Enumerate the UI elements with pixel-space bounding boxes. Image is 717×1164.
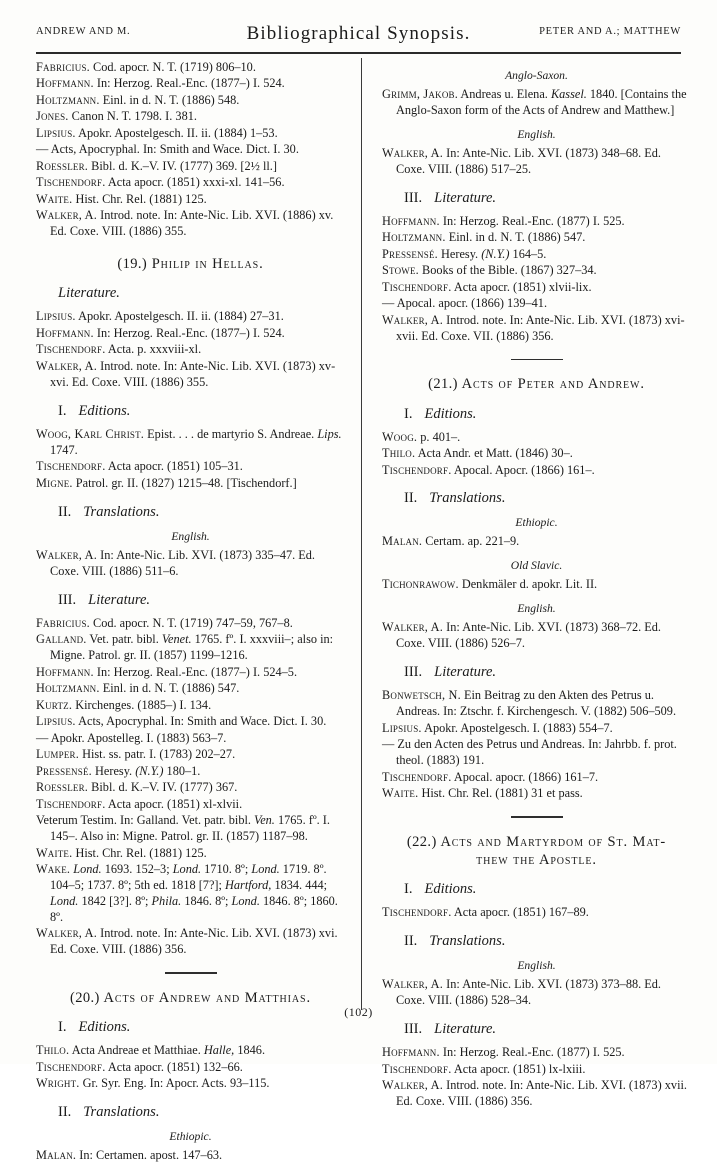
section-21-editions-list — [382, 430, 691, 479]
language-heading: English. — [171, 529, 210, 543]
section-20-name: Acts of Andrew and Matthias. — [103, 990, 311, 1007]
entry-author: Walker, A. — [382, 1078, 444, 1093]
bibliography-entry — [382, 296, 691, 312]
entry-text: Pressensé. Heresy. (N.Y.) 164–5. — [382, 246, 547, 261]
entry-author: Tischendorf. — [382, 769, 452, 784]
entry-author: Jones. — [36, 109, 69, 124]
section-22-title — [382, 833, 691, 869]
bibliography-entry — [382, 786, 691, 802]
bibliography-entry — [36, 309, 345, 325]
entry-text: Tischendorf. Acta apocr. (1851) 167–89. — [382, 905, 589, 920]
entry-italic: Halle, — [203, 1043, 235, 1058]
entry-italic: Phila. — [151, 894, 182, 909]
entry-text: Tischendorf. Acta apocr. (1851) 132–66. — [36, 1059, 243, 1074]
entry-author: Holtzmann. — [36, 92, 100, 107]
section-21-literature-list — [382, 688, 691, 802]
entry-text: Migne. Patrol. gr. II. (1827) 1215–48. [Tischendorf.] — [36, 475, 297, 490]
bibliography-entry — [382, 1078, 691, 1110]
section-19-translations-groups — [36, 530, 345, 580]
bibliography-entry — [382, 577, 691, 593]
entry-text: Stowe. Books of the Bible. (1867) 327–34. — [382, 263, 597, 278]
section-19-literature-list-b — [36, 616, 345, 959]
page-folio: (102) — [344, 1005, 373, 1019]
opening-entry-list — [36, 60, 345, 240]
entry-author: Woog, Karl Christ. — [36, 426, 145, 441]
entry-text: Walker, A. In: Ante-Nic. Lib. XVI. (1873) 348–68. Ed. Coxe. VIII. (1886) 517–25. — [382, 145, 661, 176]
entry-author: Pressensé. — [36, 763, 92, 778]
entry-author: Walker, A. — [36, 358, 98, 373]
entry-author: Holtzmann. — [36, 681, 100, 696]
entry-author: Pressensé. — [382, 246, 438, 261]
language-entry-list — [382, 620, 691, 652]
entry-author: Grimm, Jakob. — [382, 87, 458, 101]
entry-author: Roessler. — [36, 780, 89, 795]
section-22-number: (22.) — [406, 833, 437, 850]
section-22-literature-heading: III. Literature. — [404, 1021, 497, 1038]
bibliography-entry — [382, 770, 691, 786]
entry-italic: Lond. — [231, 894, 260, 909]
entry-text: Hoffmann. In: Herzog. Real.-Enc. (1877) I. 525. — [382, 213, 625, 228]
bibliography-entry — [36, 681, 345, 697]
bibliography-entry — [382, 280, 691, 296]
section-19-name: Philip in Hellas. — [151, 256, 264, 273]
bibliography-entry — [382, 87, 691, 119]
language-entry-list — [382, 87, 691, 119]
section-20-editions-list — [36, 1043, 345, 1092]
entry-text: Waite. Hist. Chr. Rel. (1881) 125. — [36, 845, 207, 860]
entry-text: Lipsius. Acts, Apocryphal. In: Smith and Wace. Dict. I. 30. — [36, 714, 327, 729]
entry-italic: (N.Y.) — [481, 246, 510, 261]
entry-author: Lipsius. — [36, 125, 76, 140]
running-head-left: ANDREW AND M. — [36, 26, 131, 37]
section-20-translations-heading: II. Translations. — [58, 1104, 160, 1121]
entry-text: Lumper. Hist. ss. patr. I. (1783) 202–27. — [36, 747, 236, 762]
section-20-literature-list — [382, 214, 691, 345]
entry-text: — Zu den Acten des Petrus und Andreas. In: Jahrbb. f. prot. theol. (1883) 191. — [382, 737, 677, 768]
section-20-literature-heading: III. Literature. — [404, 189, 497, 206]
entry-author: Kurtz. — [36, 697, 73, 712]
bibliography-entry — [36, 714, 345, 730]
section-19-literature-heading-b: III. Literature. — [58, 591, 151, 608]
entry-author: Fabricius. — [36, 60, 90, 74]
running-head — [36, 23, 681, 48]
entry-text: Walker, A. In: Ante-Nic. Lib. XVI. (1873) 373–88. Ed. Coxe. VIII. (1886) 528–34. — [382, 977, 661, 1008]
running-head-right: PETER AND A.; MATTHEW — [539, 26, 681, 37]
entry-author: Woog. — [382, 429, 418, 444]
entry-text: Tischendorf. Apocal. Apocr. (1866) 161–. — [382, 462, 595, 477]
language-heading: Old Slavic. — [510, 559, 563, 573]
entry-text: Tischendorf. Apocal. apocr. (1866) 161–7. — [382, 769, 599, 784]
bibliography-entry — [36, 846, 345, 862]
bibliography-entry — [382, 313, 691, 345]
entry-text: Holtzmann. Einl. in d. N. T. (1886) 547. — [382, 230, 586, 245]
entry-author: Tischendorf. — [382, 1061, 452, 1076]
section-20-translations-continued — [382, 69, 691, 178]
section-divider-21-22 — [511, 816, 563, 818]
bibliography-entry — [36, 813, 345, 845]
section-20-number: (20.) — [69, 990, 100, 1007]
bibliography-entry — [382, 263, 691, 279]
section-20-editions-heading: I. Editions. — [58, 1019, 131, 1036]
bibliography-entry — [36, 192, 345, 208]
entry-text: Tischendorf. Acta apocr. (1851) xxxi-xl. 141–56. — [36, 175, 285, 190]
bibliography-entry — [382, 534, 691, 550]
bibliography-entry — [382, 247, 691, 263]
entry-author: Hoffmann. — [36, 325, 94, 340]
bibliography-entry — [36, 616, 345, 632]
entry-author: Tischendorf. — [36, 175, 106, 190]
right-column — [362, 60, 691, 1109]
section-21-name: Acts of Peter and Andrew. — [461, 376, 645, 393]
entry-author: Thilo. — [382, 446, 416, 461]
language-heading: English. — [517, 959, 556, 973]
entry-author: Holtzmann. — [382, 230, 446, 245]
entry-text: Walker, A. In: Ante-Nic. Lib. XVI. (1873) 368–72. Ed. Coxe. VIII. (1886) 526–7. — [382, 620, 661, 651]
section-19-translations-heading: II. Translations. — [58, 503, 160, 520]
entry-text: Hoffmann. In: Herzog. Real.-Enc. (1877) I. 525. — [382, 1045, 625, 1060]
section-19-literature-list-a — [36, 309, 345, 390]
bibliography-entry — [36, 698, 345, 714]
entry-author: Tischendorf. — [36, 796, 106, 811]
entry-author: Bonwetsch, N. — [382, 688, 461, 703]
section-21-number: (21.) — [428, 376, 458, 393]
bibliography-entry — [382, 214, 691, 230]
entry-author: Hoffmann. — [36, 76, 94, 91]
entry-text: Walker, A. Introd. note. In: Ante-Nic. Lib. XVI. (1873) xvi. Ed. Coxe. VIII. (1886) 356. — [36, 926, 338, 957]
entry-author: Walker, A. — [36, 208, 98, 223]
section-21-literature-heading: III. Literature. — [404, 664, 497, 681]
entry-text: Waite. Hist. Chr. Rel. (1881) 125. — [36, 191, 207, 206]
entry-text: Bonwetsch, N. Ein Beitrag zu den Akten des Petrus u. Andreas. In: Ztschr. f. Kirchengesch. V. (1882) 506–509. — [382, 688, 677, 719]
entry-author: Migne. — [36, 475, 73, 490]
entry-italic: Kassel. — [550, 87, 587, 101]
bibliography-entry — [382, 905, 691, 921]
entry-text: — Apokr. Apostelleg. I. (1883) 563–7. — [36, 730, 227, 745]
bibliography-entry — [36, 1148, 345, 1164]
section-22-name-line1: Acts and Martyrdom of St. Mat- — [440, 833, 667, 850]
entry-text: Walker, A. Introd. note. In: Ante-Nic. Lib. XVI. (1873) xvi-xvii. Ed. Coxe. VII. (1886) 356. — [382, 312, 685, 343]
entry-text: Walker, A. Introd. note. In: Ante-Nic. Lib. XVI. (1873) xv-xvi. Ed. Coxe. VIII. (1886) 355. — [36, 358, 336, 389]
entry-author: Walker, A. — [382, 145, 444, 160]
bibliography-entry — [382, 688, 691, 720]
entry-author: Waite. — [382, 786, 419, 801]
bibliography-entry — [382, 230, 691, 246]
entry-author: Malan. — [382, 534, 423, 549]
entry-author: Lipsius. — [36, 714, 76, 729]
entry-text: Hoffmann. In: Herzog. Real.-Enc. (1877–) I. 524–5. — [36, 664, 298, 679]
bibliography-entry — [36, 731, 345, 747]
bibliography-entry — [36, 665, 345, 681]
bibliography-entry — [36, 76, 345, 92]
bibliography-entry — [36, 326, 345, 342]
entry-italic: Ven. — [254, 813, 275, 828]
language-entry-list — [382, 146, 691, 178]
entry-text: Tichonrawow. Denkmäler d. apokr. Lit. II. — [382, 577, 598, 592]
bibliography-entry — [36, 60, 345, 76]
bibliography-entry — [36, 126, 345, 142]
entry-author: Walker, A. — [36, 547, 98, 562]
bibliography-entry — [36, 1060, 345, 1076]
bibliography-entry — [36, 93, 345, 109]
entry-text: Tischendorf. Acta apocr. (1851) 105–31. — [36, 459, 243, 474]
entry-author: Roessler. — [36, 158, 89, 173]
bibliography-entry — [36, 797, 345, 813]
entry-italic: Lond. — [73, 862, 102, 877]
entry-text: Tischendorf. Acta apocr. (1851) xlvii-lix. — [382, 279, 592, 294]
entry-author: Walker, A. — [36, 926, 98, 941]
entry-text: — Apocal. apocr. (1866) 139–41. — [382, 296, 548, 311]
entry-italic: (N.Y.) — [135, 763, 164, 778]
entry-text: Wake. Lond. 1693. 152–3; Lond. 1710. 8º; Lond. 1719. 8º. 104–5; 1737. 8º; 5th ed. 1818 [7?]; Hartford, 1834. 444; Lond. 1842 [3?]. 8º; Phila. 1846. 8º; Lond. 1846. 8º; 1860. 8º. — [36, 862, 338, 924]
bibliography-entry — [36, 632, 345, 664]
entry-text: Woog. p. 401–. — [382, 429, 461, 444]
section-divider-20-21 — [511, 359, 563, 361]
entry-text: Wright. Gr. Syr. Eng. In: Apocr. Acts. 93–115. — [36, 1076, 270, 1091]
entry-italic: Venet. — [161, 632, 192, 647]
language-heading: Anglo-Saxon. — [505, 69, 568, 82]
bibliography-entry — [36, 548, 345, 580]
entry-text: Kurtz. Kirchenges. (1885–) I. 134. — [36, 697, 212, 712]
section-21-translations-groups — [382, 516, 691, 652]
entry-italic: Lips. — [317, 426, 342, 441]
entry-author: Thilo. — [36, 1043, 70, 1058]
section-divider-19-20 — [165, 972, 217, 974]
bibliography-entry — [36, 427, 345, 459]
entry-text: Malan. Certam. ap. 221–9. — [382, 534, 520, 549]
section-19-editions-heading: I. Editions. — [58, 402, 131, 419]
bibliography-entry — [36, 359, 345, 391]
bibliography-entry — [36, 159, 345, 175]
entry-text: Lipsius. Apokr. Apostelgesch. II. ii. (1884) 1–53. — [36, 125, 278, 140]
entry-text: Grimm, Jakob. Andreas u. Elena. Kassel. 1840. [Contains the Anglo-Saxon form of the Acts of Andrew and Matthew.] — [382, 87, 687, 117]
entry-author: Tichonrawow. — [382, 577, 459, 592]
bibliography-entry — [382, 737, 691, 769]
section-19-literature-heading-a: Literature. — [58, 285, 120, 302]
entry-italic: Lond. — [251, 862, 280, 877]
entry-text: Roessler. Bibl. d. K.–V. IV. (1777) 369. [2½ ll.] — [36, 158, 277, 173]
entry-author: Malan. — [36, 1148, 77, 1163]
entry-author: Walker, A. — [382, 620, 444, 635]
entry-text: Veterum Testim. In: Galland. Vet. patr. bibl. Ven. 1765. fº. I. 145–. Also in: Migne. Patrol. gr. II. (1857) 1187–98. — [36, 813, 330, 844]
entry-text: Walker, A. In: Ante-Nic. Lib. XVI. (1873) 335–47. Ed. Coxe. VIII. (1886) 511–6. — [36, 547, 315, 578]
bibliography-entry — [36, 208, 345, 240]
entry-author: Tischendorf. — [36, 459, 106, 474]
entry-text: Holtzmann. Einl. in d. N. T. (1886) 548. — [36, 92, 240, 107]
entry-text: Thilo. Acta Andr. et Matt. (1846) 30–. — [382, 446, 573, 461]
bibliography-entry — [36, 1043, 345, 1059]
entry-author: Stowe. — [382, 263, 419, 278]
entry-text: — Acts, Apocryphal. In: Smith and Wace. Dict. I. 30. — [36, 142, 299, 157]
entry-author: Waite. — [36, 191, 73, 206]
section-22-literature-list — [382, 1045, 691, 1110]
bibliography-entry — [382, 463, 691, 479]
entry-author: Tischendorf. — [36, 1059, 106, 1074]
entry-text: Malan. In: Certamen. apost. 147–63. — [36, 1148, 223, 1163]
entry-text: Waite. Hist. Chr. Rel. (1881) 31 et pass. — [382, 786, 583, 801]
section-22-translations-groups — [382, 959, 691, 1009]
entry-italic: Lond. — [172, 862, 202, 877]
section-22-editions-heading: I. Editions. — [404, 881, 477, 898]
section-22-name-line2: thew the Apostle. — [476, 852, 597, 869]
entry-text: Fabricius. Cod. apocr. N. T. (1719) 806–10. — [36, 60, 256, 74]
language-heading: Ethiopic. — [169, 1130, 212, 1144]
bibliography-entry — [36, 1076, 345, 1092]
bibliography-entry — [36, 764, 345, 780]
entry-author: Tischendorf. — [36, 342, 106, 357]
section-19-title — [36, 255, 345, 273]
bibliography-entry — [36, 175, 345, 191]
entry-author: Hoffmann. — [382, 213, 440, 228]
bibliography-entry — [36, 747, 345, 763]
language-entry-list — [382, 577, 691, 593]
bibliography-entry — [382, 721, 691, 737]
entry-author: Tischendorf. — [382, 905, 452, 920]
bibliography-entry — [36, 459, 345, 475]
entry-text: Walker, A. Introd. note. In: Ante-Nic. Lib. XVI. (1873) xvii. Ed. Coxe. VIII. (1886) 356. — [382, 1078, 687, 1109]
entry-author: Wake. — [36, 862, 71, 877]
entry-text: Woog, Karl Christ. Epist. . . . de martyrio S. Andreae. Lips. 1747. — [36, 426, 342, 457]
section-19-editions-list — [36, 427, 345, 492]
bibliography-entry — [36, 476, 345, 492]
language-heading: English. — [517, 127, 556, 141]
entry-text: Lipsius. Apokr. Apostelgesch. I. (1883) 554–7. — [382, 720, 613, 735]
header-rule — [36, 52, 681, 54]
entry-author: Lumper. — [36, 747, 79, 762]
language-entry-list — [36, 548, 345, 580]
section-21-translations-heading: II. Translations. — [404, 490, 506, 507]
entry-text: Hoffmann. In: Herzog. Real.-Enc. (1877–) I. 524. — [36, 325, 285, 340]
bibliography-entry — [382, 446, 691, 462]
bibliography-entry — [36, 342, 345, 358]
entry-text: Roessler. Bibl. d. K.–V. IV. (1777) 367. — [36, 780, 238, 795]
language-entry-list — [36, 1148, 345, 1164]
entry-author: Walker, A. — [382, 312, 444, 327]
bibliography-entry — [382, 146, 691, 178]
entry-italic: Hartford, — [225, 878, 272, 893]
language-heading: English. — [517, 602, 556, 616]
entry-italic: Lond. — [50, 894, 79, 909]
entry-author: Wright. — [36, 1076, 80, 1091]
section-20-translations-groups — [36, 1130, 345, 1164]
entry-author: Galland. — [36, 632, 87, 647]
entry-text: Tischendorf. Acta. p. xxxviii-xl. — [36, 342, 202, 357]
section-22-translations-heading: II. Translations. — [404, 933, 506, 950]
bibliography-entry — [382, 1045, 691, 1061]
language-entry-list — [382, 534, 691, 550]
language-heading: Ethiopic. — [515, 516, 558, 530]
running-head-title: Bibliographical Synopsis. — [246, 23, 471, 44]
section-21-editions-heading: I. Editions. — [404, 405, 477, 422]
entry-author: Hoffmann. — [382, 1045, 440, 1060]
entry-text: Pressensé. Heresy. (N.Y.) 180–1. — [36, 763, 201, 778]
bibliography-entry — [36, 109, 345, 125]
section-22-editions-list — [382, 905, 691, 921]
bibliography-entry — [36, 142, 345, 158]
entry-author: Fabricius. — [36, 615, 90, 630]
entry-author: Tischendorf. — [382, 462, 452, 477]
entry-text: Hoffmann. In: Herzog. Real.-Enc. (1877–) I. 524. — [36, 76, 285, 91]
entry-author: Waite. — [36, 845, 73, 860]
entry-author: Walker, A. — [382, 977, 444, 992]
entry-text: Walker, A. Introd. note. In: Ante-Nic. Lib. XVI. (1886) xv. Ed. Coxe. VIII. (1886) 355. — [36, 208, 334, 239]
entry-text: Fabricius. Cod. apocr. N. T. (1719) 747–59, 767–8. — [36, 615, 293, 630]
entry-author: Tischendorf. — [382, 279, 452, 294]
bibliography-entry — [382, 430, 691, 446]
entry-text: Tischendorf. Acta apocr. (1851) lx-lxiii. — [382, 1061, 586, 1076]
bibliography-entry — [36, 926, 345, 958]
entry-author: Lipsius. — [36, 309, 76, 324]
entry-text: Jones. Canon N. T. 1798. I. 381. — [36, 109, 197, 124]
bibliography-entry — [382, 620, 691, 652]
section-21-title — [382, 375, 691, 393]
entry-author: Hoffmann. — [36, 664, 94, 679]
entry-text: Holtzmann. Einl. in d. N. T. (1886) 547. — [36, 681, 240, 696]
entry-text: Galland. Vet. patr. bibl. Venet. 1765. fº. I. xxxviii–; also in: Migne. Patrol. gr. II. (1857) 1199–1216. — [36, 632, 334, 663]
entry-text: Tischendorf. Acta apocr. (1851) xl-xlvii. — [36, 796, 243, 811]
entry-text: Thilo. Acta Andreae et Matthiae. Halle, 1846. — [36, 1043, 266, 1058]
section-19-number: (19.) — [117, 256, 148, 273]
entry-author: Lipsius. — [382, 720, 422, 735]
bibliography-entry — [36, 780, 345, 796]
bibliography-entry — [36, 862, 345, 926]
bibliography-entry — [382, 1062, 691, 1078]
entry-text: Lipsius. Apokr. Apostelgesch. II. ii. (1884) 27–31. — [36, 309, 284, 324]
